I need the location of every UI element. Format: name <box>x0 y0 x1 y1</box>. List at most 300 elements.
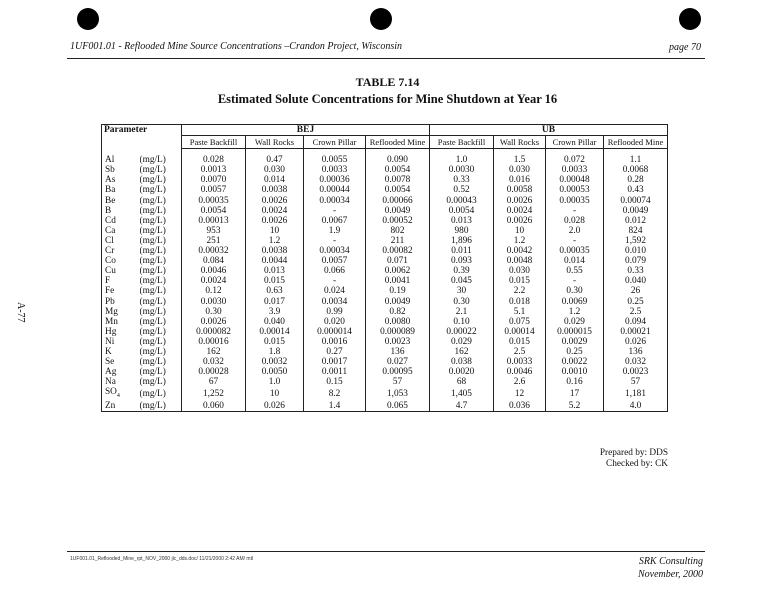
table-row <box>102 317 668 327</box>
value-cell: 0.015 <box>246 337 304 347</box>
value-cell: 0.0058 <box>494 185 546 195</box>
unit: (mg/L) <box>139 326 166 337</box>
value-cell: 0.00013 <box>182 216 246 226</box>
page-number: page 70 <box>669 42 701 53</box>
value-cell: 0.15 <box>304 377 366 387</box>
value-cell: 0.075 <box>494 317 546 327</box>
table-row <box>102 327 668 337</box>
value-cell: 10 <box>494 226 546 236</box>
group-header-ub: UB <box>430 125 668 136</box>
value-cell: 0.066 <box>304 266 366 276</box>
parameter-symbol: Pb <box>102 297 140 307</box>
table-row <box>102 236 668 246</box>
unit: (mg/L) <box>139 235 166 246</box>
parameter-header: Parameter <box>102 125 182 149</box>
table-row <box>102 286 668 296</box>
parameter-symbol: Ni <box>102 337 140 347</box>
value-cell: 30 <box>430 286 494 296</box>
value-cell: 8.2 <box>304 387 366 401</box>
value-cell: 0.084 <box>182 256 246 266</box>
value-cell: 1,053 <box>366 387 430 401</box>
value-cell: 0.0020 <box>430 367 494 377</box>
value-cell: 57 <box>366 377 430 387</box>
value-cell: 0.00048 <box>546 175 604 185</box>
value-cell: 0.0026 <box>246 216 304 226</box>
value-cell: 0.0026 <box>182 317 246 327</box>
value-cell: 0.000015 <box>546 327 604 337</box>
value-cell: - <box>304 276 366 286</box>
parameter-symbol: Be <box>102 196 140 206</box>
value-cell: 0.024 <box>304 286 366 296</box>
value-cell: 2.6 <box>494 377 546 387</box>
parameter-symbol: Cu <box>102 266 140 276</box>
value-cell: 0.00052 <box>366 216 430 226</box>
value-cell: 802 <box>366 226 430 236</box>
parameter-symbol: Mg <box>102 307 140 317</box>
value-cell: 0.0023 <box>604 367 668 377</box>
value-cell: 0.020 <box>304 317 366 327</box>
table-row <box>102 401 668 412</box>
value-cell: 0.16 <box>546 377 604 387</box>
value-cell: 0.00035 <box>546 196 604 206</box>
footer-credit <box>638 555 703 581</box>
unit: (mg/L) <box>139 286 166 297</box>
value-cell: 1.4 <box>304 401 366 412</box>
value-cell: 211 <box>366 236 430 246</box>
value-cell: 0.0069 <box>546 297 604 307</box>
unit: (mg/L) <box>139 346 166 357</box>
company-name: SRK Consulting <box>638 556 703 567</box>
value-cell: 824 <box>604 226 668 236</box>
value-cell: 0.00044 <box>304 185 366 195</box>
value-cell: 0.00035 <box>546 246 604 256</box>
table-row <box>102 347 668 357</box>
value-cell: 0.012 <box>604 216 668 226</box>
value-cell: 0.00035 <box>182 196 246 206</box>
value-cell: 0.0041 <box>366 276 430 286</box>
table-row <box>102 216 668 226</box>
value-cell: 0.82 <box>366 307 430 317</box>
unit: (mg/L) <box>139 276 166 287</box>
value-cell: 0.000082 <box>182 327 246 337</box>
value-cell: 0.0030 <box>430 165 494 175</box>
value-cell: 4.0 <box>604 401 668 412</box>
value-cell: 0.0054 <box>182 206 246 216</box>
value-cell: 0.00016 <box>182 337 246 347</box>
header-rule <box>67 58 705 59</box>
value-cell: 0.0049 <box>604 206 668 216</box>
value-cell: 0.0050 <box>246 367 304 377</box>
prepared-by: Prepared by: DDS <box>599 448 668 458</box>
value-cell: 0.25 <box>546 347 604 357</box>
value-cell: 57 <box>604 377 668 387</box>
value-cell: 0.0054 <box>430 206 494 216</box>
unit: (mg/L) <box>139 205 166 216</box>
value-cell: 1.2 <box>246 236 304 246</box>
value-cell: 1,405 <box>430 387 494 401</box>
value-cell: 0.032 <box>182 357 246 367</box>
unit: (mg/L) <box>139 316 166 327</box>
unit: (mg/L) <box>139 377 166 388</box>
value-cell: 0.0042 <box>494 246 546 256</box>
value-cell: 0.00014 <box>494 327 546 337</box>
value-cell: 0.47 <box>246 155 304 165</box>
value-cell: 0.30 <box>182 307 246 317</box>
value-cell: 0.017 <box>246 297 304 307</box>
value-cell: 0.30 <box>430 297 494 307</box>
table-caption: Estimated Solute Concentrations for Mine Shutdown at Year 16 <box>217 92 558 106</box>
value-cell: 1.0 <box>246 377 304 387</box>
value-cell: 0.0038 <box>246 185 304 195</box>
subheader-bej-wall-rocks: Wall Rocks <box>246 136 304 149</box>
parameter-symbol: Ag <box>102 367 140 377</box>
value-cell: 1.2 <box>494 236 546 246</box>
value-cell: 0.016 <box>494 175 546 185</box>
value-cell: 2.0 <box>546 226 604 236</box>
value-cell: 0.0038 <box>246 246 304 256</box>
table-row <box>102 367 668 377</box>
value-cell: 0.015 <box>246 276 304 286</box>
value-cell: 0.0048 <box>494 256 546 266</box>
parameter-symbol: Zn <box>102 401 140 412</box>
value-cell: 0.015 <box>494 276 546 286</box>
unit: (mg/L) <box>139 306 166 317</box>
parameter-symbol: Al <box>102 155 140 165</box>
value-cell: - <box>546 276 604 286</box>
value-cell: - <box>304 236 366 246</box>
unit: (mg/L) <box>139 215 166 226</box>
value-cell: 0.00082 <box>366 246 430 256</box>
table-row <box>102 175 668 185</box>
value-cell: 0.030 <box>246 165 304 175</box>
value-cell: 0.0026 <box>246 196 304 206</box>
unit: (mg/L) <box>139 256 166 267</box>
value-cell: 0.032 <box>604 357 668 367</box>
value-cell: 0.030 <box>494 266 546 276</box>
value-cell: 0.029 <box>430 337 494 347</box>
value-cell: 0.0054 <box>366 185 430 195</box>
unit: (mg/L) <box>139 165 166 176</box>
unit: (mg/L) <box>139 336 166 347</box>
value-cell: 1.1 <box>604 155 668 165</box>
value-cell: 0.015 <box>494 337 546 347</box>
parameter-symbol: Na <box>102 377 140 387</box>
value-cell: 0.00034 <box>304 196 366 206</box>
value-cell: 0.028 <box>182 155 246 165</box>
value-cell: 0.10 <box>430 317 494 327</box>
value-cell: 1.8 <box>246 347 304 357</box>
value-cell: 2.1 <box>430 307 494 317</box>
value-cell: 0.63 <box>246 286 304 296</box>
value-cell: 0.55 <box>546 266 604 276</box>
table-row <box>102 337 668 347</box>
value-cell: 0.010 <box>604 246 668 256</box>
value-cell: 162 <box>182 347 246 357</box>
value-cell: 0.30 <box>546 286 604 296</box>
table-row <box>102 206 668 216</box>
value-cell: 0.000089 <box>366 327 430 337</box>
value-cell: 3.9 <box>246 307 304 317</box>
value-cell: 0.28 <box>604 175 668 185</box>
punch-hole-center <box>370 8 392 30</box>
value-cell: 0.0057 <box>182 185 246 195</box>
value-cell: 0.0062 <box>366 266 430 276</box>
value-cell: 0.0080 <box>366 317 430 327</box>
value-cell: 0.0070 <box>182 175 246 185</box>
value-cell: 0.0055 <box>304 155 366 165</box>
value-cell: 251 <box>182 236 246 246</box>
table-row <box>102 165 668 175</box>
value-cell: 0.0033 <box>494 357 546 367</box>
value-cell: 0.33 <box>430 175 494 185</box>
table-row <box>102 297 668 307</box>
value-cell: 0.00095 <box>366 367 430 377</box>
value-cell: - <box>546 236 604 246</box>
value-cell: 0.0011 <box>304 367 366 377</box>
unit: (mg/L) <box>139 185 166 196</box>
value-cell: 0.026 <box>604 337 668 347</box>
value-cell: 0.0044 <box>246 256 304 266</box>
value-cell: 0.0022 <box>546 357 604 367</box>
value-cell: 17 <box>546 387 604 401</box>
checked-by: Checked by: CK <box>606 459 668 469</box>
parameter-symbol: Se <box>102 357 140 367</box>
parameter-symbol: Mn <box>102 317 140 327</box>
value-cell: 0.0054 <box>366 165 430 175</box>
margin-page-label: A-77 <box>15 302 26 323</box>
value-cell: 0.0046 <box>182 266 246 276</box>
value-cell: 0.00021 <box>604 327 668 337</box>
parameter-symbol: Co <box>102 256 140 266</box>
signoff-block <box>600 448 668 470</box>
value-cell: 0.12 <box>182 286 246 296</box>
value-cell: 0.0013 <box>182 165 246 175</box>
value-cell: 0.0057 <box>304 256 366 266</box>
value-cell: 0.0033 <box>546 165 604 175</box>
value-cell: 0.0034 <box>304 297 366 307</box>
value-cell: 0.0023 <box>366 337 430 347</box>
unit: (mg/L) <box>139 266 166 277</box>
value-cell: 0.00022 <box>430 327 494 337</box>
document-header: 1UF001.01 - Reflooded Mine Source Concentrations –Crandon Project, Wisconsin <box>70 41 402 52</box>
unit: (mg/L) <box>139 367 166 378</box>
value-cell: 1,592 <box>604 236 668 246</box>
value-cell: 0.000014 <box>304 327 366 337</box>
value-cell: 0.00028 <box>182 367 246 377</box>
value-cell: 0.0024 <box>246 206 304 216</box>
parameter-symbol: Cr <box>102 246 140 256</box>
solute-concentration-table <box>101 124 668 412</box>
value-cell: 1.5 <box>494 155 546 165</box>
unit: (mg/L) <box>139 195 166 206</box>
value-cell: 0.00014 <box>246 327 304 337</box>
value-cell: 0.00036 <box>304 175 366 185</box>
table-row <box>102 387 668 401</box>
value-cell: 0.0010 <box>546 367 604 377</box>
value-cell: - <box>304 206 366 216</box>
report-date: November, 2000 <box>638 569 703 580</box>
value-cell: 0.25 <box>604 297 668 307</box>
unit: (mg/L) <box>139 296 166 307</box>
value-cell: 0.018 <box>494 297 546 307</box>
sulfate-subscript: 4 <box>116 393 120 400</box>
parameter-symbol: B <box>102 206 140 216</box>
value-cell: 0.045 <box>430 276 494 286</box>
value-cell: 0.030 <box>494 165 546 175</box>
value-cell: 5.1 <box>494 307 546 317</box>
value-cell: 0.036 <box>494 401 546 412</box>
value-cell: 0.013 <box>246 266 304 276</box>
value-cell: 68 <box>430 377 494 387</box>
value-cell: 0.52 <box>430 185 494 195</box>
value-cell: 0.071 <box>366 256 430 266</box>
group-header-bej: BEJ <box>182 125 430 136</box>
value-cell: 0.072 <box>546 155 604 165</box>
value-cell: 2.5 <box>494 347 546 357</box>
value-cell: 5.2 <box>546 401 604 412</box>
footer-file-path: 1UF001.01_Reflooded_Mine_rpt_NOV_2000 jlc_dds.doc/ 11/21/2000 2:42 AM/ mtl <box>70 556 254 562</box>
value-cell: 980 <box>430 226 494 236</box>
value-cell: 10 <box>246 387 304 401</box>
value-cell: 162 <box>430 347 494 357</box>
value-cell: 0.43 <box>604 185 668 195</box>
table-row <box>102 155 668 165</box>
value-cell: 0.0068 <box>604 165 668 175</box>
parameter-symbol: Cd <box>102 216 140 226</box>
subheader-bej-paste-backfill: Paste Backfill <box>182 136 246 149</box>
value-cell: 0.0032 <box>246 357 304 367</box>
unit: (mg/L) <box>139 155 166 166</box>
value-cell: 0.0049 <box>366 297 430 307</box>
value-cell: 0.00053 <box>546 185 604 195</box>
subheader-bej-reflooded-mine: Reflooded Mine <box>366 136 430 149</box>
value-cell: 136 <box>604 347 668 357</box>
value-cell: 0.040 <box>246 317 304 327</box>
value-cell: 4.7 <box>430 401 494 412</box>
value-cell: 0.014 <box>246 175 304 185</box>
subheader-ub-wall-rocks: Wall Rocks <box>494 136 546 149</box>
subheader-bej-crown-pillar: Crown Pillar <box>304 136 366 149</box>
value-cell: 0.011 <box>430 246 494 256</box>
parameter-symbol: Sb <box>102 165 140 175</box>
value-cell: 0.027 <box>366 357 430 367</box>
table-row <box>102 377 668 387</box>
value-cell: 0.040 <box>604 276 668 286</box>
table-number: TABLE 7.14 <box>355 75 420 89</box>
value-cell: 0.0033 <box>304 165 366 175</box>
value-cell: 0.038 <box>430 357 494 367</box>
parameter-symbol: Ca <box>102 226 140 236</box>
value-cell: 0.0029 <box>546 337 604 347</box>
value-cell: 0.39 <box>430 266 494 276</box>
value-cell: 0.079 <box>604 256 668 266</box>
value-cell: 0.0017 <box>304 357 366 367</box>
value-cell: 0.014 <box>546 256 604 266</box>
value-cell: 0.00074 <box>604 196 668 206</box>
value-cell: 0.27 <box>304 347 366 357</box>
parameter-symbol: K <box>102 347 140 357</box>
table-row <box>102 246 668 256</box>
parameter-symbol: Hg <box>102 327 140 337</box>
table-row <box>102 307 668 317</box>
unit: (mg/L) <box>140 401 182 412</box>
value-cell: - <box>546 206 604 216</box>
value-cell: 0.060 <box>182 401 246 412</box>
footer-rule <box>67 551 705 552</box>
value-cell: 12 <box>494 387 546 401</box>
value-cell: 0.0026 <box>494 216 546 226</box>
value-cell: 0.0024 <box>182 276 246 286</box>
value-cell: 0.090 <box>366 155 430 165</box>
value-cell: 0.094 <box>604 317 668 327</box>
table-row <box>102 256 668 266</box>
value-cell: 67 <box>182 377 246 387</box>
parameter-symbol: F <box>102 276 140 286</box>
value-cell: 2.5 <box>604 307 668 317</box>
table-row <box>102 185 668 195</box>
value-cell: 0.00034 <box>304 246 366 256</box>
value-cell: 0.065 <box>366 401 430 412</box>
value-cell: 953 <box>182 226 246 236</box>
subheader-ub-reflooded-mine: Reflooded Mine <box>604 136 668 149</box>
value-cell: 0.0016 <box>304 337 366 347</box>
value-cell: 1.9 <box>304 226 366 236</box>
value-cell: 0.093 <box>430 256 494 266</box>
value-cell: 0.19 <box>366 286 430 296</box>
value-cell: 0.029 <box>546 317 604 327</box>
value-cell: 2.2 <box>494 286 546 296</box>
value-cell: 1.0 <box>430 155 494 165</box>
value-cell: 0.0046 <box>494 367 546 377</box>
value-cell: 0.0026 <box>494 196 546 206</box>
value-cell: 0.0049 <box>366 206 430 216</box>
value-cell: 1,896 <box>430 236 494 246</box>
table-row <box>102 266 668 276</box>
table-row <box>102 196 668 206</box>
value-cell: 0.0024 <box>494 206 546 216</box>
value-cell: 1,252 <box>182 387 246 401</box>
value-cell: 0.0030 <box>182 297 246 307</box>
value-cell: 0.99 <box>304 307 366 317</box>
value-cell: 26 <box>604 286 668 296</box>
value-cell: 10 <box>246 226 304 236</box>
subheader-ub-crown-pillar: Crown Pillar <box>546 136 604 149</box>
table-row <box>102 276 668 286</box>
table-row <box>102 226 668 236</box>
punch-hole-right <box>679 8 701 30</box>
value-cell: 0.00032 <box>182 246 246 256</box>
value-cell: 0.028 <box>546 216 604 226</box>
value-cell: 0.00043 <box>430 196 494 206</box>
table-body <box>102 149 668 412</box>
parameter-symbol: $SO_4$ <box>102 387 140 401</box>
value-cell: 136 <box>366 347 430 357</box>
parameter-symbol: Cl <box>102 236 140 246</box>
value-cell: 0.0067 <box>304 216 366 226</box>
table-row <box>102 357 668 367</box>
unit: (mg/L) <box>139 389 166 400</box>
value-cell: 0.026 <box>246 401 304 412</box>
unit: (mg/L) <box>139 357 166 368</box>
unit: (mg/L) <box>139 175 166 186</box>
value-cell: 0.33 <box>604 266 668 276</box>
parameter-symbol: Fe <box>102 286 140 296</box>
parameter-symbol: As <box>102 175 140 185</box>
parameter-symbol: Ba <box>102 185 140 195</box>
unit: (mg/L) <box>139 246 166 257</box>
unit: (mg/L) <box>139 225 166 236</box>
value-cell: 0.00066 <box>366 196 430 206</box>
